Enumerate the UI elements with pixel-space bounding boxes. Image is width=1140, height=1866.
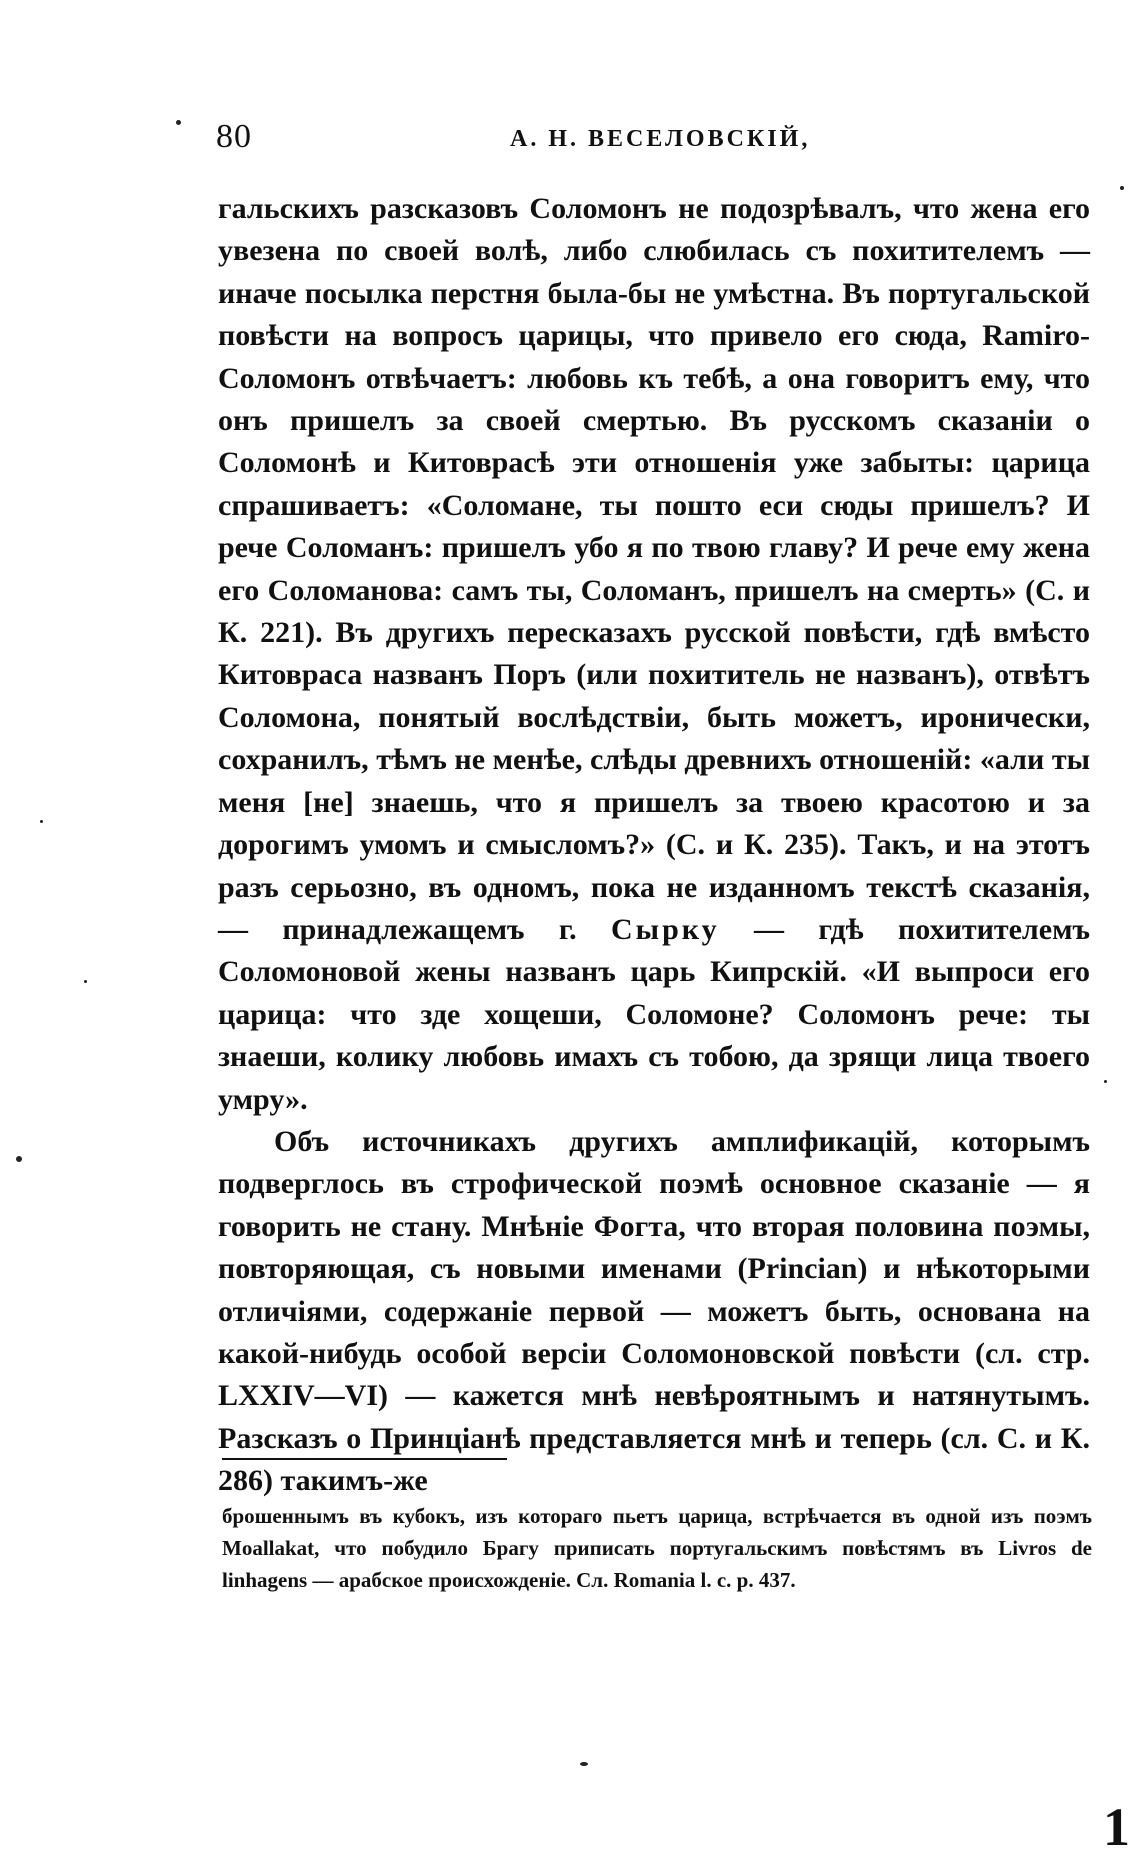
scan-speck [580, 1762, 588, 1766]
scan-speck [84, 980, 87, 983]
running-head [210, 118, 1090, 158]
footnote: брошеннымъ въ кубокъ, изъ котораго пьетъ царица, встрѣчается въ одной изъ поэмъ Moallakat, что побудило Брагу приписать португальскимъ повѣстямъ въ Livros de linhagens — арабское происхожденіе. Сл. Romania l. c. p. 437. [222, 1504, 1092, 1592]
scan-speck [40, 820, 43, 823]
scan-speck [176, 120, 181, 125]
paragraph-1-text: гальскихъ разсказовъ Соломонъ не подозрѣвалъ, что жена его увезена по своей волѣ, либо слюбилась съ похитителемъ — иначе посылка перстня была-бы не умѣстна. Въ португальской повѣсти на вопросъ царицы, что привело его сюда, Ramiro-Соломонъ отвѣчаетъ: любовь къ тебѣ, а она говоритъ ему, что онъ пришелъ за своей смертью. Въ русскомъ сказаніи о Соломонѣ и Китоврасѣ эти отношенія уже забыты: царица спрашиваетъ: «Соломане, ты пошто еси сюды пришелъ? И рече Соломанъ: пришелъ убо я по твою главу? И рече ему жена его Соломанова: самъ ты, Соломанъ, пришелъ на смерть» (С. и К. 221). Въ другихъ пересказахъ русской повѣсти, гдѣ вмѣсто Китовраса названъ Поръ (или похититель не названъ), отвѣтъ Соломона, понятый вослѣдствіи, быть можетъ, иронически, сохранилъ, тѣмъ не менѣе, слѣды древнихъ отношеній: «али ты меня [не] знаешь, что я пришелъ за твоею красотою и за дорогимъ умомъ и смысломъ?» (С. и К. 235). Такъ, и на этотъ разъ серьозно, въ одномъ, пока не изданномъ текстѣ сказанія, — принадлежащемъ г. [218, 192, 1090, 946]
person-name-spaced: Сырку [611, 912, 720, 946]
paragraph-1-end: — гдѣ похитителемъ Соломоновой жены названъ царь Кипрскій. «И выпроси его царица: что зде хощеши, Соломоне? Соломонъ рече: ты знаеши, колику любовь имахъ съ тобою, да зрящи лица твоего умру». [218, 912, 1090, 1116]
author-heading: А. Н. ВЕСЕЛОВСКІЙ, [510, 126, 811, 152]
main-text [218, 188, 1090, 1503]
scan-speck [16, 1156, 22, 1162]
scan-speck [1104, 1080, 1107, 1083]
page-number: 80 [216, 118, 252, 155]
footnote-separator-rule [222, 1458, 507, 1460]
paragraph-2: Объ источникахъ другихъ амплификацій, которымъ подверглось въ строфической поэмѣ основное сказаніе — я говорить не стану. Мнѣніе Фогта, что вторая половина поэмы, повторяющая, съ новыми именами (Princian) и нѣкоторыми отличіями, содержаніе первой — можетъ быть, основана на какой-нибудь особой версіи Соломоновской повѣсти (сл. стр. LXXIV—VI) — кажется мнѣ невѣроятнымъ и натянутымъ. Разсказъ о Принціанѣ представляется мнѣ и теперь (сл. С. и К. 286) такимъ-же [218, 1124, 1090, 1498]
paragraph-1 [218, 188, 1090, 1121]
corner-glyph: 1 [1103, 1797, 1130, 1857]
scan-speck [1120, 186, 1124, 190]
